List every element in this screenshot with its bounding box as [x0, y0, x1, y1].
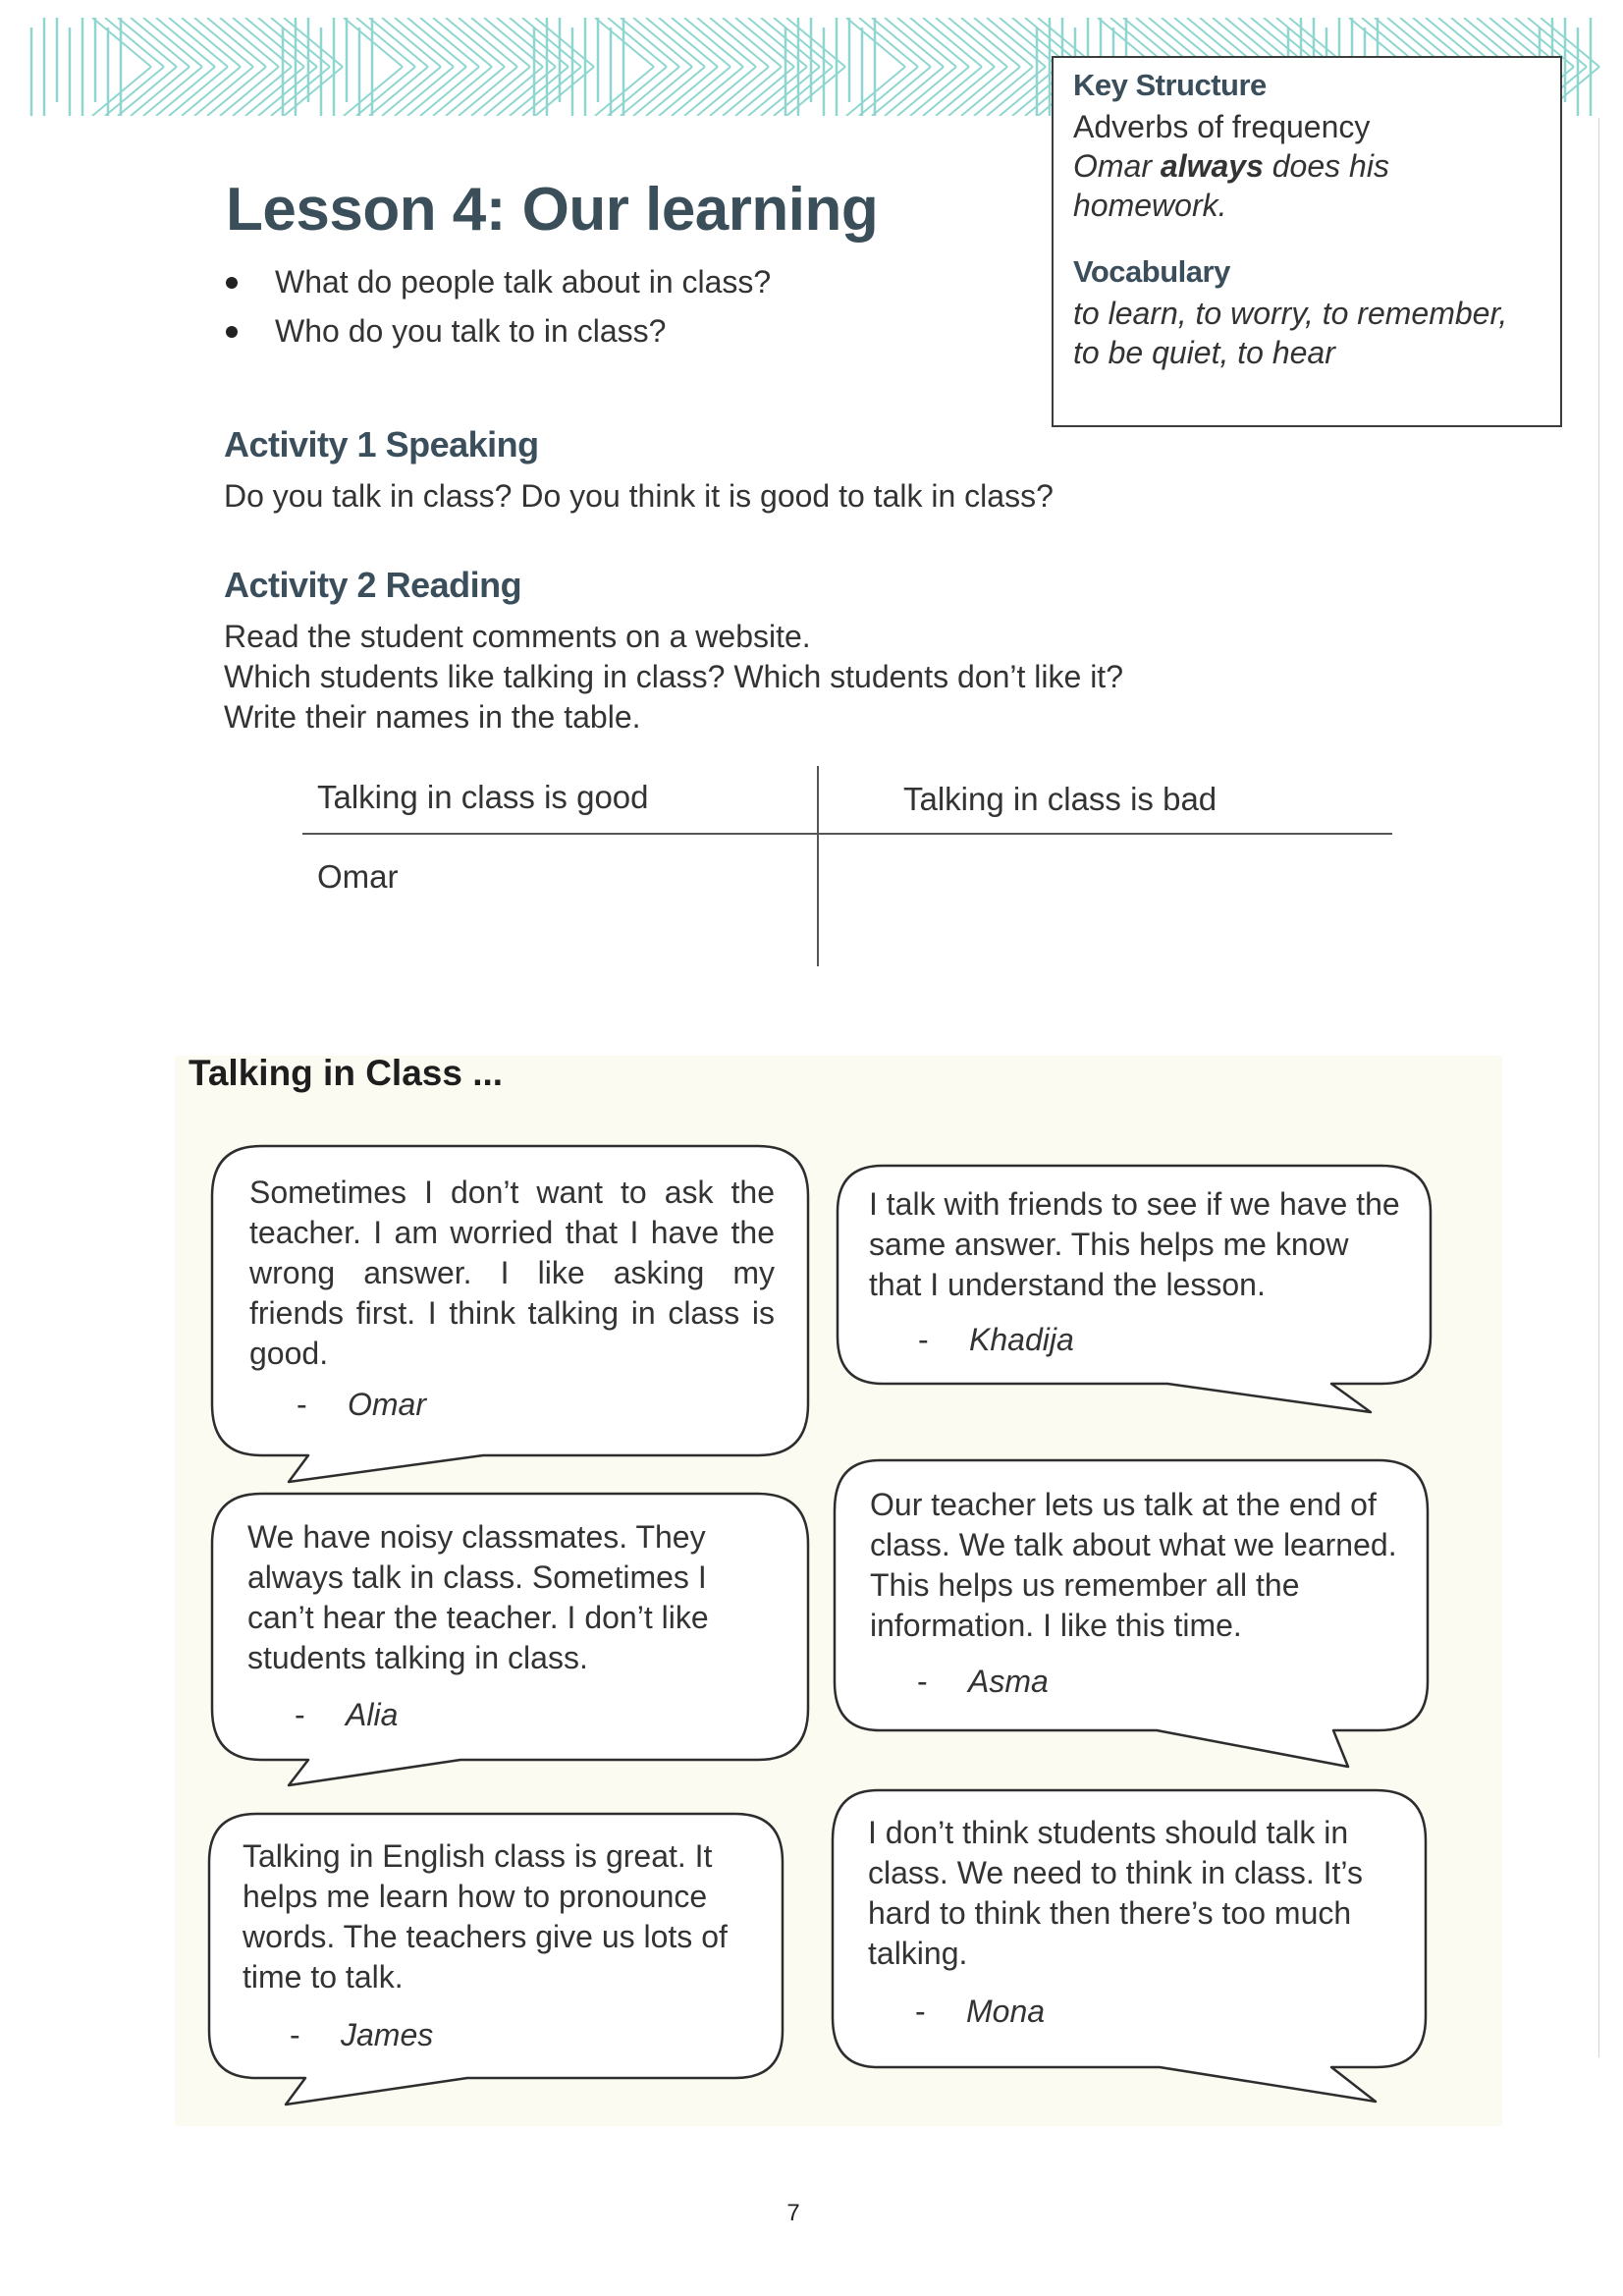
- comment-text: Our teacher lets us talk at the end of class. We talk about what we learned. This helps us remember all the information. I like this time.: [870, 1487, 1397, 1643]
- question-item: Who do you talk to in class?: [224, 306, 771, 355]
- key-structure-heading: Key Structure: [1073, 68, 1267, 102]
- table-divider-horizontal: [302, 833, 1392, 835]
- comment-text: We have noisy classmates. They always talk in class. Sometimes I can’t hear the teacher. I don’t like students talking in class.: [247, 1519, 709, 1675]
- page-edge-rule: [1598, 118, 1599, 2057]
- activity-2-line: Which students like talking in class? Which students don’t like it?: [224, 659, 1123, 694]
- table-divider-vertical: [817, 766, 819, 966]
- comment-author: - Mona: [915, 1994, 1046, 2029]
- table-header-bad: Talking in class is bad: [903, 781, 1217, 817]
- comment-text: Talking in English class is great. It helps me learn how to pronounce words. The teachers give us lots of time to talk.: [243, 1838, 728, 1995]
- vocabulary-line-1: to learn, to worry, to remember,: [1073, 296, 1508, 331]
- page-number: 7: [786, 2200, 800, 2226]
- vocabulary-line-2: to be quiet, to hear: [1073, 335, 1335, 370]
- comment-text: I talk with friends to see if we have the same answer. This helps me know that I understand the lesson.: [869, 1186, 1400, 1302]
- lesson-title: Lesson 4: Our learning: [226, 176, 879, 244]
- comments-section-title: Talking in Class ...: [189, 1053, 504, 1093]
- key-structure-text: Adverbs of frequency: [1073, 109, 1371, 144]
- activity-1-text: Do you talk in class? Do you think it is good to talk in class?: [224, 478, 1054, 514]
- table-cell-good: Omar: [317, 858, 399, 895]
- comment-author: - James: [290, 2017, 434, 2052]
- activity-2-heading: Activity 2 Reading: [224, 565, 522, 605]
- table-header-good: Talking in class is good: [317, 779, 649, 815]
- comment-text: I don’t think students should talk in class. We need to think in class. It’s hard to think then there’s too much talking.: [868, 1815, 1363, 1971]
- key-structure-example-line2: homework.: [1073, 188, 1227, 223]
- key-structure-box: [1052, 56, 1562, 427]
- key-structure-example: Omar always does his: [1073, 148, 1389, 184]
- comment-author: - Omar: [297, 1387, 426, 1422]
- activity-2-line: Read the student comments on a website.: [224, 619, 811, 654]
- activity-1-heading: Activity 1 Speaking: [224, 424, 539, 465]
- comment-author: - Khadija: [918, 1322, 1074, 1357]
- comment-text: Sometimes I don’t want to ask the teacher. I am worried that I have the wrong answer. I like asking my friends first. I think talking in class is good.: [249, 1175, 775, 1371]
- vocabulary-heading: Vocabulary: [1073, 254, 1230, 289]
- lesson-questions: [224, 257, 771, 355]
- question-item: What do people talk about in class?: [224, 257, 771, 306]
- example-adverb: always: [1160, 148, 1264, 184]
- activity-2-line: Write their names in the table.: [224, 699, 641, 735]
- comment-author: - Alia: [295, 1697, 399, 1732]
- comment-author: - Asma: [917, 1664, 1049, 1699]
